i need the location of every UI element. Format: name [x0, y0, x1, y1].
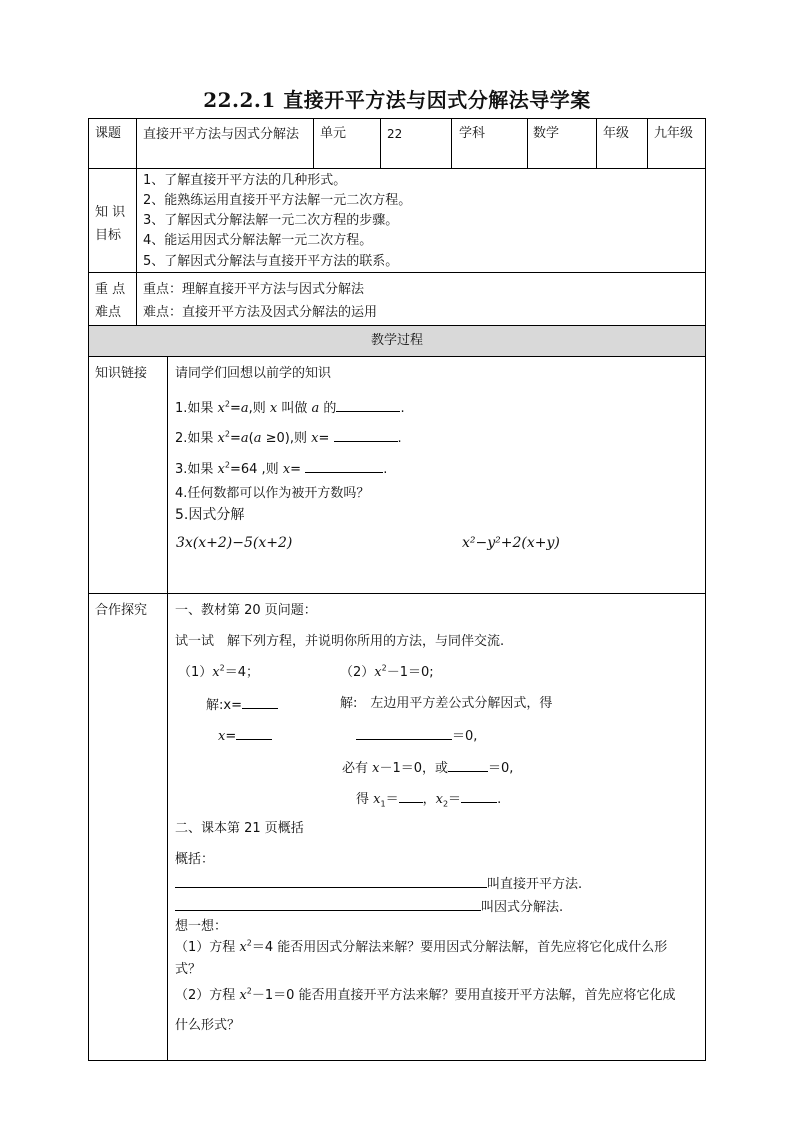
col-divider: [451, 118, 452, 168]
think-question-2-cont: 什么形式？: [175, 1018, 241, 1033]
think-title: 想一想：: [175, 919, 228, 934]
course-value: 直接开平方法与因式分解法: [143, 127, 300, 142]
grade-value: 九年级: [654, 126, 694, 141]
col-divider: [527, 118, 528, 168]
objectives-label: 知 识: [95, 205, 126, 220]
col-divider: [380, 118, 381, 168]
objective-item: 5、了解因式分解法与直接开平方法的联系。: [143, 254, 399, 269]
review-q1: 1.如果 $x^2=a$,则 x 叫做 a 的 .: [175, 397, 405, 419]
review-q2: 2.如果 $x^2=a(a \ge 0)$,则 x= .: [175, 427, 402, 449]
summary-text-1: 叫直接开平方法.: [487, 877, 583, 892]
col-divider: [596, 118, 597, 168]
col-divider: [313, 118, 314, 168]
grade-label: 年级: [603, 126, 630, 141]
explore-label: 合作探究: [95, 603, 148, 618]
col-divider: [136, 168, 137, 326]
review-q3: 3.如果 $x^2=64$ ,则 x= .: [175, 458, 387, 480]
part1-title: 一、教材第 20 页问题：: [175, 603, 317, 618]
review-label: 知识链接: [95, 366, 148, 381]
row-divider: [88, 272, 706, 273]
subject-label: 学科: [459, 126, 486, 141]
think-question-1-cont: 式？: [175, 962, 202, 977]
equation-1: $(1)x^2=4$；: [178, 663, 259, 680]
unit-label: 单元: [320, 126, 347, 141]
summary-label: 概括：: [175, 852, 215, 867]
col-divider: [647, 118, 648, 168]
solution-2-line4: 得 $x_1=$ ，$x_2=$ .: [356, 788, 501, 810]
objective-item: 2、能熟练运用直接开平方法解一元二次方程。: [143, 193, 412, 208]
factor-expression-1: 3x(x+2)−5(x+2): [176, 535, 293, 551]
solution-2-line2: ＝0,: [356, 725, 477, 747]
objective-item: 4、能运用因式分解法解一元二次方程。: [143, 233, 373, 248]
review-q5: 5.因式分解: [175, 507, 245, 523]
solution-1-line2: x=: [218, 725, 272, 747]
col-divider: [136, 118, 137, 172]
solution-1-line1: 解:x=: [206, 694, 278, 716]
part2-title: 二、课本第 21 页概括: [175, 821, 304, 836]
difficulty-point: 难点：直接开平方法及因式分解法的运用: [143, 305, 378, 320]
row-divider: [88, 593, 706, 594]
focus-label: 难点: [95, 305, 122, 320]
solution-2-line1: 解: 左边用平方差公式分解因式，得: [340, 696, 553, 711]
solution-2-line3: 必有 x－1＝0，或 ＝0,: [342, 757, 513, 779]
col-divider: [167, 356, 168, 1061]
objective-item: 1、了解直接开平方法的几种形式。: [143, 173, 347, 188]
objectives-label: 目标: [95, 228, 122, 243]
process-header: 教学过程: [370, 333, 423, 348]
focus-label: 重 点: [95, 282, 126, 297]
review-intro: 请同学们回想以前学的知识: [175, 366, 332, 381]
course-label: 课题: [95, 126, 122, 141]
think-question-2: （2）方程 $x^2-1=0$ 能否用直接开平方法来解？要用直接开平方法解，首先应将它化成: [175, 986, 676, 1003]
equation-2: $(2)x^2-1=0$;: [340, 663, 434, 680]
summary-line-1: [175, 873, 582, 895]
unit-value: 22: [387, 127, 403, 141]
page-title: 22.2.1 直接开平方法与因式分解法导学案: [203, 88, 591, 112]
subject-value: 数学: [533, 126, 560, 141]
think-question-1: （1）方程 $x^2=4$ 能否用因式分解法来解？要用因式分解法解，首先应将它化成什么形: [175, 938, 668, 955]
row-divider: [88, 325, 706, 326]
summary-line-2: [175, 896, 563, 918]
row-divider: [88, 356, 706, 357]
row-divider: [88, 168, 706, 169]
factor-expression-2: x²−y²+2(x+y): [462, 535, 560, 551]
key-point: 重点：理解直接开平方法与因式分解法: [143, 282, 365, 297]
review-q4: 4.任何数都可以作为被开方数吗？: [175, 486, 370, 501]
summary-text-2: 叫因式分解法.: [481, 900, 564, 915]
objective-item: 3、了解因式分解法解一元二次方程的步骤。: [143, 213, 399, 228]
try-text: 试一试 解下列方程，并说明你所用的方法，与同伴交流.: [175, 634, 505, 649]
